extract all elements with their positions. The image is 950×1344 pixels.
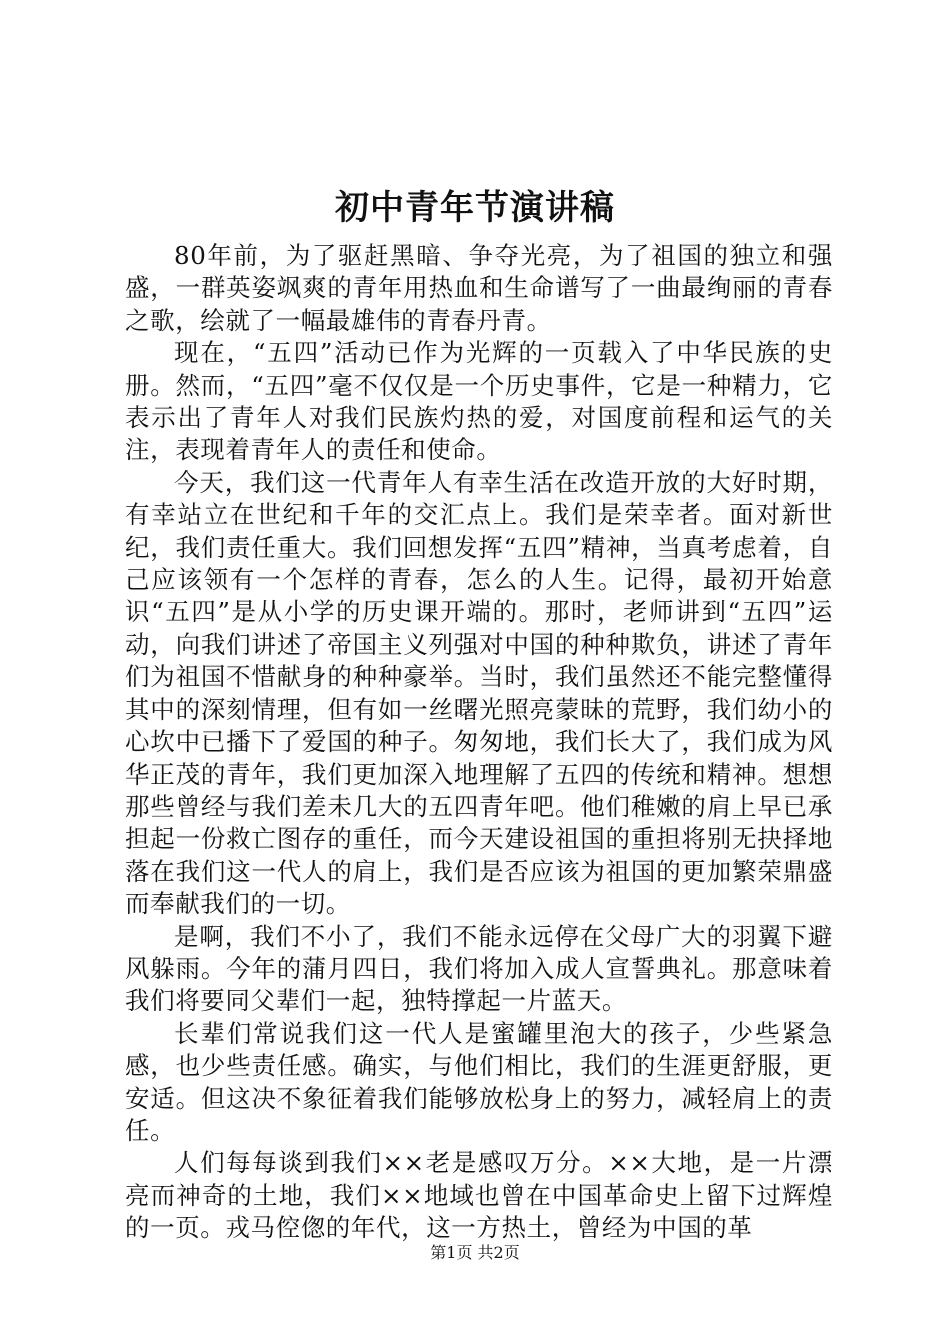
paragraph: 人们每每谈到我们××老是感叹万分。××大地，是一片漂亮而神奇的土地，我们××地域也曾在中国革命史上留下过辉煌的一页。戎马倥偬的年代，这一方热土，曾经为中国的革: [125, 1148, 833, 1243]
document-body: [125, 240, 833, 1245]
paragraph: 是啊，我们不小了，我们不能永远停在父母广大的羽翼下避风躲雨。今年的蒲月四日，我们将加入成人宣誓典礼。那意味着我们将要同父辈们一起，独特撑起一片蓝天。: [125, 921, 833, 1016]
document-title: 初中青年节演讲稿: [335, 188, 615, 228]
paragraph: 现在，“五四”活动已作为光辉的一页载入了中华民族的史册。然而，“五四”毫不仅仅是一个历史事件，它是一种精力，它表示出了青年人对我们民族灼热的爱，对国度前程和运气的关注，表现着青年人的责任和使命。: [125, 338, 833, 465]
paragraph: 今天，我们这一代青年人有幸生活在改造开放的大好时期，有幸站立在世纪和千年的交汇点上。我们是荣幸者。面对新世纪，我们责任重大。我们回想发挥“五四”精神，当真考虑着，自己应该领有一个怎样的青春，怎么的人生。记得，最初开始意识“五四”是从小学的历史课开端的。那时，老师讲到“五四”运动，向我们讲述了帝国主义列强对中国的种种欺负，讲述了青年们为祖国不惜献身的种种豪举。当时，我们虽然还不能完整懂得其中的深刻情理，但有如一丝曙光照亮蒙昧的荒野，我们幼小的心坎中已播下了爱国的种子。匆匆地，我们长大了，我们成为风华正茂的青年，我们更加深入地理解了五四的传统和精神。想想那些曾经与我们差未几大的五四青年吧。他们稚嫩的肩上早已承担起一份救亡图存的重任，而今天建设祖国的重担将别无抉择地落在我们这一代人的肩上，我们是否应该为祖国的更加繁荣鼎盛而奉献我们的一切。: [125, 467, 833, 919]
paragraph: 80年前，为了驱赶黑暗、争夺光亮，为了祖国的独立和强盛，一群英姿飒爽的青年用热血和生命谱写了一曲最绚丽的青春之歌，绘就了一幅最雄伟的青春丹青。: [125, 241, 833, 335]
paragraph: 长辈们常说我们这一代人是蜜罐里泡大的孩子，少些紧急感，也少些责任感。确实，与他们相比，我们的生涯更舒服，更安适。但这决不象征着我们能够放松身上的努力，减轻肩上的责任。: [125, 1018, 833, 1145]
page-number-footer: 第1页 共2页: [430, 1243, 520, 1262]
